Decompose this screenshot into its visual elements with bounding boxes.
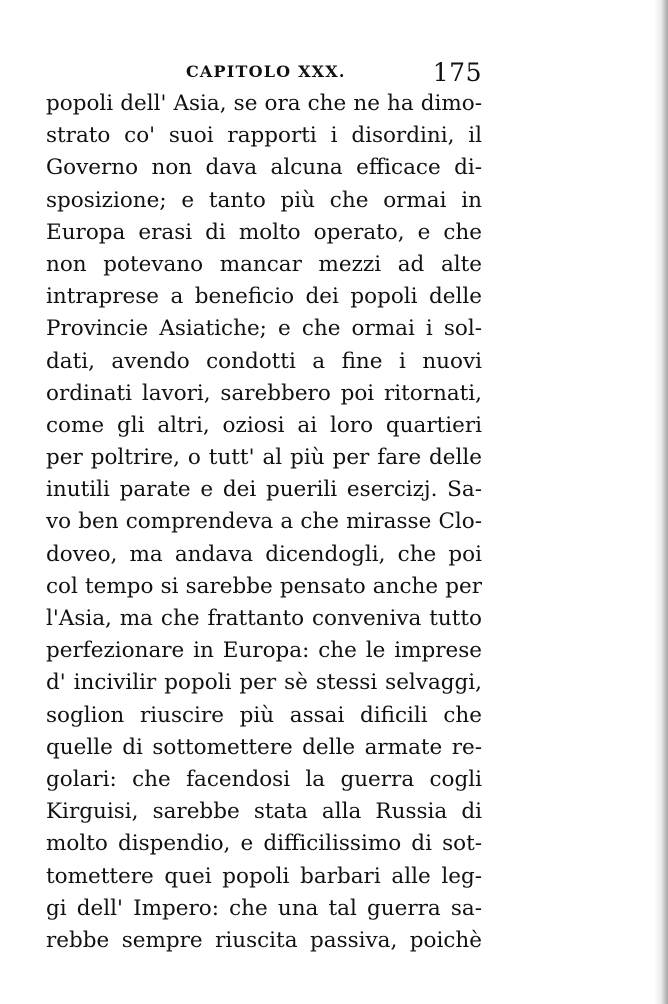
text-line: quelle di sottomettere delle armate re- bbox=[46, 734, 482, 760]
text-line: inutili parate e dei puerili esercizj. Sa- bbox=[46, 477, 482, 503]
page-number: 175 bbox=[432, 58, 482, 87]
text-line: col tempo si sarebbe pensato anche per bbox=[46, 573, 482, 599]
text-line: come gli altri, oziosi ai loro quartieri bbox=[46, 412, 482, 438]
text-line: Kirguisi, sarebbe stata alla Russia di bbox=[46, 799, 482, 825]
text-line: l'Asia, ma che frattanto conveniva tutto bbox=[46, 606, 482, 631]
text-line: doveo, ma andava dicendogli, che poi bbox=[46, 541, 482, 567]
text-line: Governo non dava alcuna efficace di- bbox=[46, 155, 482, 181]
text-line: tomettere quei popoli barbari alle leg- bbox=[46, 863, 482, 889]
text-line: golari: che facendosi la guerra cogli bbox=[46, 766, 482, 792]
text-line: perfezionare in Europa: che le imprese bbox=[46, 638, 482, 664]
page-header bbox=[46, 58, 482, 92]
text-line: soglion riuscire più assai dificili che bbox=[46, 702, 482, 728]
text-line: gi dell' Impero: che una tal guerra sa- bbox=[46, 895, 482, 921]
text-line: strato co' suoi rapporti i disordini, il bbox=[46, 123, 482, 149]
text-line: ordinati lavori, sarebbero poi ritornati, bbox=[46, 380, 482, 406]
text-line: Europa erasi di molto operato, e che bbox=[46, 219, 482, 245]
text-line: popoli dell' Asia, se ora che ne ha dimo- bbox=[46, 91, 482, 116]
text-line: intraprese a beneficio dei popoli delle bbox=[46, 284, 482, 310]
page-edge-shadow bbox=[654, 0, 668, 1004]
text-line: Provincie Asiatiche; e che ormai i sol- bbox=[46, 316, 482, 342]
text-line: d' incivilir popoli per sè stessi selvaggi, bbox=[46, 670, 482, 696]
text-line: vo ben comprendeva a che mirasse Clo- bbox=[46, 509, 482, 535]
text-line: dati, avendo condotti a fine i nuovi bbox=[46, 348, 482, 374]
text-line: sposizione; e tanto più che ormai in bbox=[46, 187, 482, 213]
text-line: rebbe sempre riuscita passiva, poichè bbox=[46, 927, 482, 953]
body-text bbox=[46, 88, 482, 957]
text-line: molto dispendio, e difficilissimo di sot- bbox=[46, 831, 482, 857]
text-line: per poltrire, o tutt' al più per fare delle bbox=[46, 445, 482, 471]
running-title: CAPITOLO XXX. bbox=[186, 62, 346, 81]
text-line: non potevano mancar mezzi ad alte bbox=[46, 251, 482, 277]
